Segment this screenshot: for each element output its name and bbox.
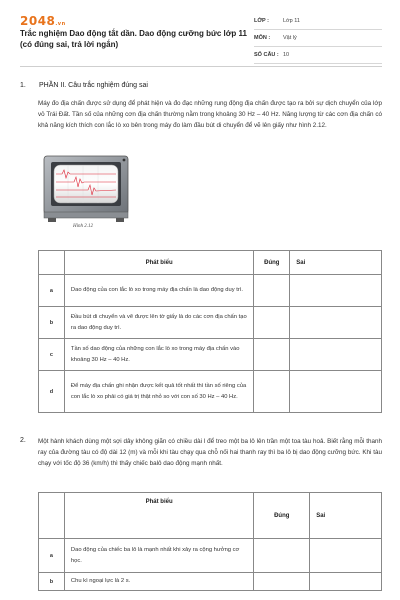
meta-row-count: [254, 47, 382, 64]
meta-key: MÔN :: [254, 35, 271, 41]
logo-tld: .vn: [55, 21, 66, 27]
false-answer-cell[interactable]: [290, 371, 382, 413]
row-letter: c: [39, 339, 65, 371]
header-statement: Phát biểu: [64, 251, 253, 275]
question-2-table: [38, 492, 382, 591]
question-2-text: Một hành khách dùng một sợi dây không giãn có chiều dài l để treo một ba lô lên trần một toa tàu hoả. Biết rằng mỗi thanh ray của đường tàu có độ dài 12 (m) và mỗi khi tàu chạy qua chỗ nối hai thanh ray thì ba lô bị dao động cưỡng bức. Khi tàu chạy với tốc độ 36 (km/h) thì thấy chiếc balô dao động mạnh nhất.: [38, 438, 382, 467]
meta-info: [254, 13, 382, 64]
row-statement: Dao động của chiếc ba lô là mạnh nhất khi xảy ra cộng hưởng cơ học.: [64, 539, 253, 573]
true-answer-cell[interactable]: [254, 539, 310, 573]
meta-row-class: [254, 13, 382, 30]
question-number: 1.: [20, 82, 26, 89]
header-false: Sai: [290, 251, 382, 275]
meta-key: SỐ CÂU :: [254, 52, 279, 58]
row-letter: a: [39, 275, 65, 307]
header-true: Đúng: [254, 251, 290, 275]
true-answer-cell[interactable]: [254, 573, 310, 591]
question-1-table: [38, 250, 382, 413]
site-logo[interactable]: [20, 14, 66, 28]
meta-value: Vật lý: [283, 35, 297, 41]
meta-key: LỚP :: [254, 18, 269, 24]
table-row: [39, 307, 382, 339]
table-header-row: [39, 251, 382, 275]
row-statement: Để máy địa chấn ghi nhận được kết quả tốt nhất thì tần số riêng của con lắc lò xo phải có giá trị thật nhỏ so với con số 30 Hz – 40 Hz.: [64, 371, 253, 413]
header-divider: [20, 66, 382, 67]
false-answer-cell[interactable]: [310, 539, 382, 573]
document-title: Trắc nghiệm Dao động tắt dần. Dao động cưỡng bức lớp 11 (có đúng sai, trả lời ngắn): [20, 29, 247, 49]
header-true: Đúng: [254, 493, 310, 539]
table-row: [39, 275, 382, 307]
meta-value: 10: [283, 52, 290, 58]
row-statement: Dao động của con lắc lò xo trong máy địa chấn là dao động duy trì.: [64, 275, 253, 307]
header-letter-cell: [39, 493, 65, 539]
meta-row-subject: [254, 30, 382, 47]
table-row: [39, 339, 382, 371]
meta-value: Lớp 11: [283, 18, 300, 24]
seismograph-illustration: [38, 152, 134, 224]
false-answer-cell[interactable]: [290, 339, 382, 371]
true-answer-cell[interactable]: [254, 371, 290, 413]
row-letter: b: [39, 573, 65, 591]
logo-text: 2048: [20, 14, 56, 28]
row-letter: d: [39, 371, 65, 413]
table-row: [39, 371, 382, 413]
section-title: PHẦN II. Câu trắc nghiệm đúng sai: [39, 82, 148, 89]
header-letter-cell: [39, 251, 65, 275]
table-row: [39, 573, 382, 591]
header-statement: Phát biểu: [64, 493, 253, 539]
true-answer-cell[interactable]: [254, 275, 290, 307]
table-header-row: [39, 493, 382, 539]
true-answer-cell[interactable]: [254, 339, 290, 371]
row-letter: a: [39, 539, 65, 573]
figure-caption: Hình 2.12: [73, 224, 93, 229]
question-1-text: Máy đo địa chấn được sử dụng để phát hiện và đo đạc những rung động địa chấn được tạo ra bởi sự dịch chuyển của lớp vỏ Trái Đất. Tần số của những cơn địa chấn thường nằm trong khoảng 30 Hz – 40 Hz. Năng lượng từ các cơn địa chấn có khả năng kích thích con lắc lò xo bên trong máy đo làm đầu bút di chuyển để vẽ lên giấy như hình 2.12.: [38, 100, 382, 129]
false-answer-cell[interactable]: [290, 275, 382, 307]
true-answer-cell[interactable]: [254, 307, 290, 339]
false-answer-cell[interactable]: [310, 573, 382, 591]
row-statement: Đầu bút di chuyển và vẽ được lên tờ giấy là do các cơn địa chấn tạo ra dao động duy trì.: [64, 307, 253, 339]
document-header: [0, 0, 400, 64]
question-2-number: 2.: [20, 437, 26, 444]
false-answer-cell[interactable]: [290, 307, 382, 339]
row-statement: Tần số dao động của những con lắc lò xo trong máy địa chấn vào khoảng 30 Hz – 40 Hz.: [64, 339, 253, 371]
header-false: Sai: [310, 493, 382, 539]
row-statement: Chu kì ngoại lực là 2 s.: [64, 573, 253, 591]
row-letter: b: [39, 307, 65, 339]
table-row: [39, 539, 382, 573]
seismograph-figure: [38, 152, 134, 224]
